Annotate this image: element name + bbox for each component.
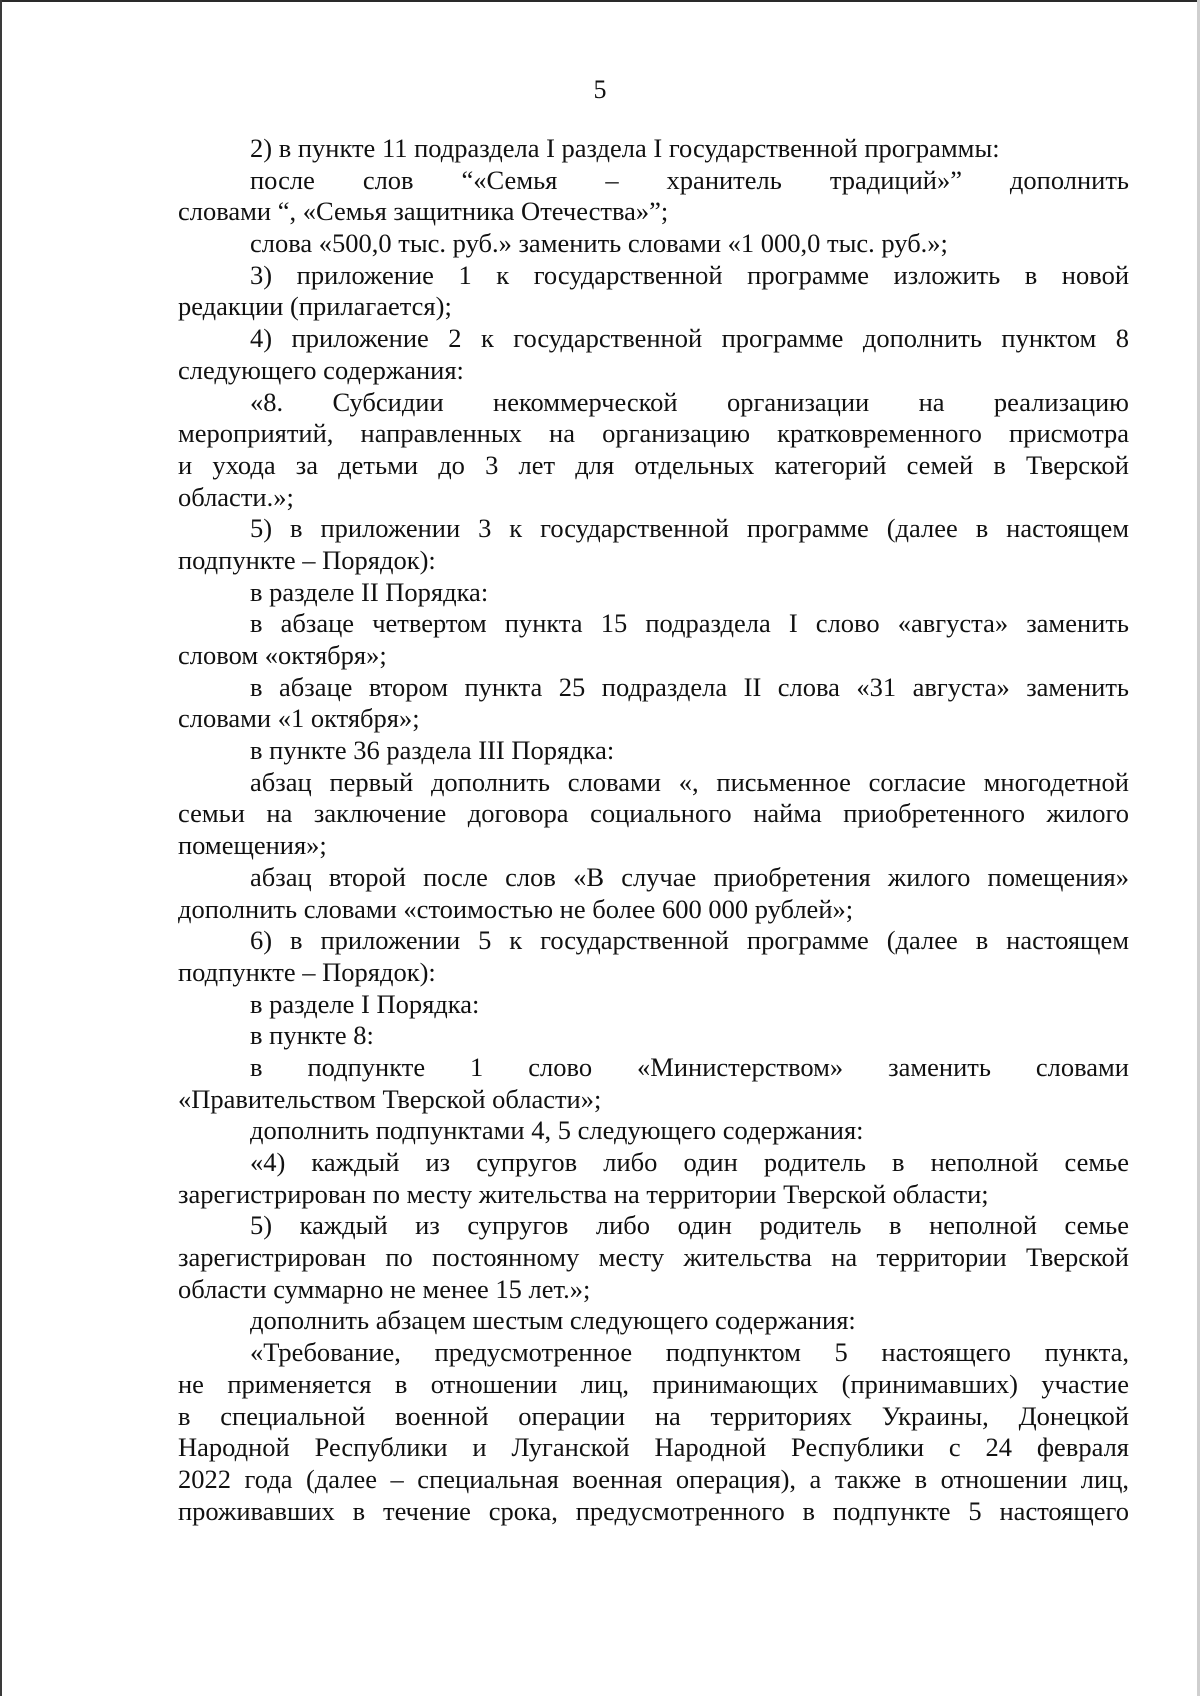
text-line: 2) в пункте 11 подраздела I раздела I государственной программы: xyxy=(250,133,1000,163)
text-line: слова «500,0 тыс. руб.» заменить словами «1 000,0 тыс. руб.»; xyxy=(250,228,948,259)
text-line: дополнить абзацем шестым следующего содержания: xyxy=(250,1305,856,1336)
text-line: зарегистрирован по постоянному месту жительства на территории Тверской xyxy=(178,1242,1129,1273)
text-line: в разделе I Порядка: xyxy=(250,988,480,1019)
text-line: проживавших в течение срока, предусмотренного в подпункте 5 настоящего xyxy=(178,1495,1129,1526)
text-line: абзац первый дополнить словами «, письменное согласие многодетной xyxy=(250,766,1129,797)
text-line: Народной Республики и Луганской Народной Республики с 24 февраля xyxy=(178,1432,1129,1463)
text-line: 5) каждый из супругов либо один родитель в неполной семье xyxy=(250,1210,1129,1241)
document-text-body xyxy=(178,133,1129,1527)
text-line: 6) в приложении 5 к государственной программе (далее в настоящем xyxy=(250,925,1129,956)
text-line: в подпункте 1 слово «Министерством» заменить словами xyxy=(250,1051,1129,1082)
text-line: в специальной военной операции на территориях Украины, Донецкой xyxy=(178,1400,1129,1431)
text-line: помещения»; xyxy=(178,830,327,861)
text-line: дополнить словами «стоимостью не более 600 000 рублей»; xyxy=(178,893,854,924)
text-line: абзац второй после слов «В случае приобретения жилого помещения» xyxy=(250,861,1129,892)
text-line: мероприятий, направленных на организацию кратковременного присмотра xyxy=(178,418,1129,449)
text-line: в пункте 8: xyxy=(250,1020,374,1051)
text-line: области суммарно не менее 15 лет.»; xyxy=(178,1273,591,1304)
text-line: 4) приложение 2 к государственной программе дополнить пунктом 8 xyxy=(250,323,1129,354)
text-line: словами «1 октября»; xyxy=(178,703,420,734)
scan-edge-left xyxy=(0,0,2,1696)
text-line: следующего содержания: xyxy=(178,354,464,385)
text-line: в пункте 36 раздела III Порядка: xyxy=(250,735,615,766)
text-line: «4) каждый из супругов либо один родитель в неполной семье xyxy=(250,1147,1129,1177)
text-line: не применяется в отношении лиц, принимающих (принимавших) участие xyxy=(178,1368,1129,1399)
page-number: 5 xyxy=(593,75,607,104)
text-line: зарегистрирован по месту жительства на территории Тверской области; xyxy=(178,1178,989,1209)
text-line: в абзаце втором пункта 25 подраздела II слова «31 августа» заменить xyxy=(250,671,1129,702)
text-line: после слов “«Семья – хранитель традиций»” дополнить xyxy=(250,164,1129,195)
text-line: семьи на заключение договора социального найма приобретенного жилого xyxy=(178,798,1129,829)
text-line: 5) в приложении 3 к государственной программе (далее в настоящем xyxy=(250,513,1129,544)
text-line: в разделе II Порядка: xyxy=(250,576,489,607)
text-line: «8. Субсидии некоммерческой организации на реализацию xyxy=(250,386,1129,417)
text-line: редакции (прилагается); xyxy=(178,291,452,322)
text-line: области.»; xyxy=(178,481,294,512)
text-line: в абзаце четвертом пункта 15 подраздела I слово «августа» заменить xyxy=(250,608,1129,639)
text-line: 3) приложение 1 к государственной программе изложить в новой xyxy=(250,259,1129,290)
text-line: и ухода за детьми до 3 лет для отдельных категорий семей в Тверской xyxy=(178,449,1129,480)
text-line: подпункте – Порядок): xyxy=(178,956,436,987)
text-line: «Правительством Тверской области»; xyxy=(178,1083,602,1114)
text-line: словом «октября»; xyxy=(178,640,387,670)
text-line: подпункте – Порядок): xyxy=(178,544,436,575)
text-line: дополнить подпунктами 4, 5 следующего содержания: xyxy=(250,1115,864,1146)
text-line: «Требование, предусмотренное подпунктом 5 настоящего пункта, xyxy=(250,1337,1129,1368)
scan-edge-top xyxy=(0,0,1200,2)
text-line: словами “, «Семья защитника Отечества»”; xyxy=(178,196,669,227)
text-line: 2022 года (далее – специальная военная операция), а также в отношении лиц, xyxy=(178,1463,1129,1494)
